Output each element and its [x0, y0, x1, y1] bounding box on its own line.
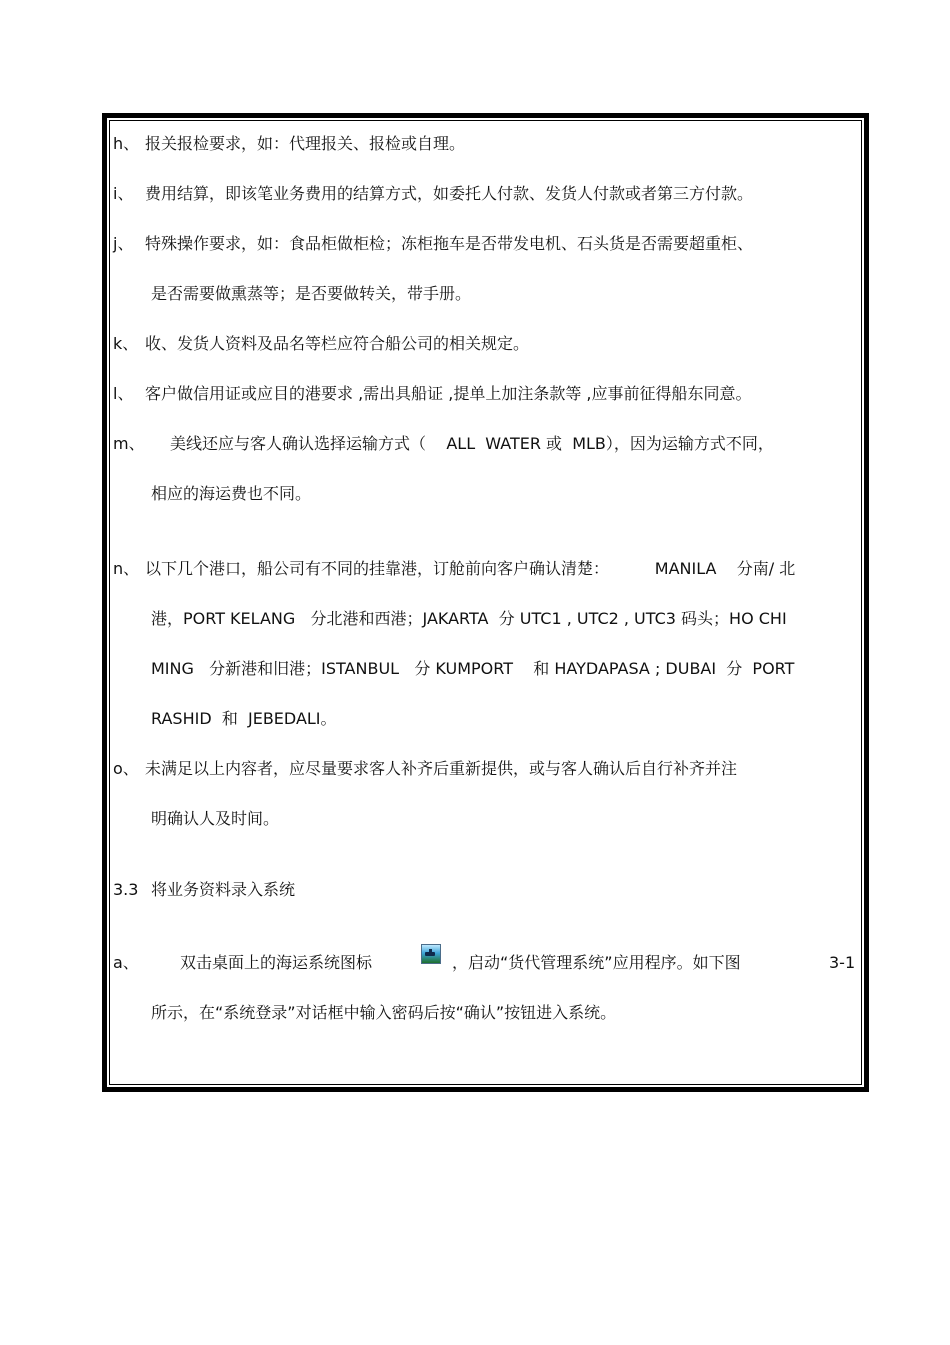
item-o-text-line1: 未满足以上内容者，应尽量要求客人补齐后重新提供，或与客人确认后自行补齐并注: [145, 759, 738, 778]
item-l-marker: l、: [113, 384, 134, 403]
item-k-text: 收、发货人资料及品名等栏应符合船公司的相关规定。: [145, 334, 530, 353]
item-n-text-line4: RASHID 和 JEBEDALI。: [151, 709, 337, 728]
item-n-text-line2: 港，PORT KELANG 分北港和西港；JAKARTA 分 UTC1 , UTC2 , UTC3 码头；HO CHI: [151, 609, 787, 628]
item-l-text: 客户做信用证或应目的港要求 ,需出具船证 ,提单上加注条款等 ,应事前征得船东同意。: [145, 384, 752, 403]
item-n-text-line1: 以下几个港口，船公司有不同的挂靠港，订舱前向客户确认清楚： MANILA 分南/ 北: [145, 559, 796, 578]
document-frame-inner: [109, 120, 862, 1085]
item-i-text: 费用结算，即该笔业务费用的结算方式，如委托人付款、发货人付款或者第三方付款。: [145, 184, 754, 203]
item-n-text-line3: MING 分新港和旧港；ISTANBUL 分 KUMPORT 和 HAYDAPASA ; DUBAI 分 PORT: [151, 659, 795, 678]
item-o-text-line2: 明确认人及时间。: [151, 809, 280, 828]
step-a-text-line2: 所示，在“系统登录”对话框中输入密码后按“确认”按钮进入系统。: [151, 1003, 617, 1022]
section-number: 3.3: [113, 880, 139, 899]
item-m-text-line1: 美线还应与客人确认选择运输方式（ ALL WATER 或 MLB），因为运输方式不同，: [170, 434, 774, 453]
item-n-marker: n、: [113, 559, 140, 578]
item-m-text-line2: 相应的海运费也不同。: [151, 484, 312, 503]
document-frame: [102, 113, 869, 1092]
item-m-marker: m、: [113, 434, 145, 453]
item-j-text-line1: 特殊操作要求，如：食品柜做柜检；冻柜拖车是否带发电机、石头货是否需要超重柜、: [145, 234, 754, 253]
item-j-marker: j、: [113, 234, 134, 253]
step-a-text-after-icon: ，启动“货代管理系统”应用程序。如下图: [452, 953, 741, 972]
item-h-marker: h、: [113, 134, 140, 153]
item-j-text-line2: 是否需要做熏蒸等；是否要做转关，带手册。: [151, 284, 472, 303]
item-k-marker: k、: [113, 334, 139, 353]
item-o-marker: o、: [113, 759, 139, 778]
item-i-marker: i、: [113, 184, 134, 203]
sea-system-app-icon: [421, 944, 441, 964]
step-a-text-before-icon: 双击桌面上的海运系统图标: [180, 953, 373, 972]
step-a-marker: a、: [113, 953, 139, 972]
item-h-text: 报关报检要求，如：代理报关、报检或自理。: [145, 134, 466, 153]
section-title: 将业务资料录入系统: [151, 880, 296, 899]
step-a-figure-ref: 3-1: [829, 953, 856, 972]
